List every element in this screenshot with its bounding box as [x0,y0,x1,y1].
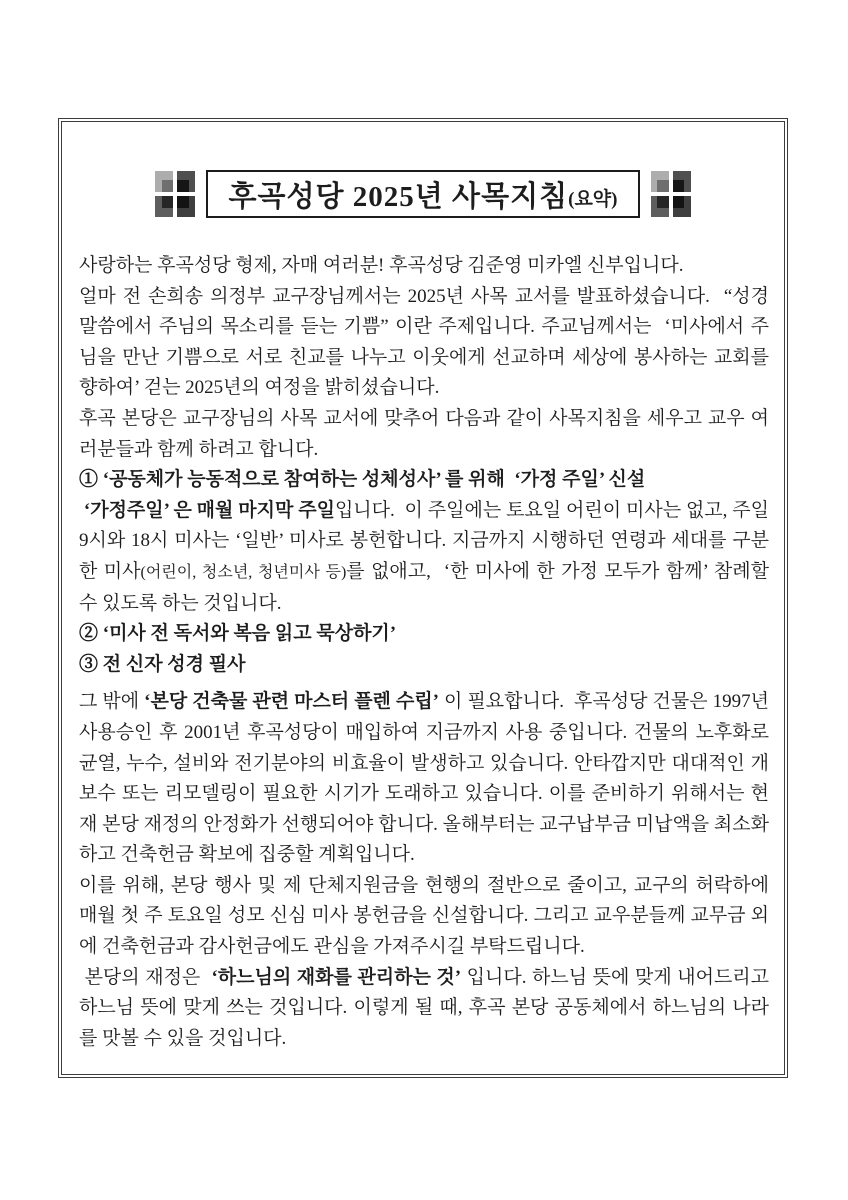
text-segment: 이를 위해, 본당 행사 및 제 단체지원금을 현행의 절반으로 줄이고, 교구의 허락하에 매월 첫 주 토요일 성모 신심 미사 봉헌금을 신설합니다. 그리고 교우분들께 교무금 외에 건축헌금과 감사헌금에도 관심을 가져주시길 부탁드립니다. [79,874,774,958]
document-title-box [206,170,639,218]
text-segment: 얼마 전 손희송 의정부 교구장님께서는 2025년 사목 교서를 발표하셨습니다. “성경 말씀에서 주님의 목소리를 듣는 기쁨” 이란 주제입니다. 주교님께서는 ‘미사에서 주님을 만난 기쁨으로 서로 친교를 나누고 이웃에게 선교하며 세상에 봉사하는 교회를 향하여’ 걷는 2025년의 여정을 밝히셨습니다. [79,285,774,399]
text-segment: ① ‘공동체가 능동적으로 참여하는 성체성사’ 를 위해 ‘가정 주일’ 신설 [79,469,646,491]
icon-square [177,196,195,217]
text-segment: 입니다. 하느님 뜻에 맞게 내어드리고 하느님 뜻에 맞게 쓰는 것입니다. 이렇게 될 때, 후곡 본당 공동체에서 하느님의 나라를 맛볼 수 있을 것입니다. [79,966,774,1049]
icon-square [673,171,691,192]
decorative-squares-icon-right [651,171,691,217]
text-segment: ‘본당 건축물 관련 마스터 플렌 수립’ [144,691,439,713]
paragraph [79,496,774,619]
paragraph [79,282,774,404]
text-segment: (어린이, 청소년, 청년미사 등) [140,563,347,581]
text-segment: 후곡 본당은 교구장님의 사목 교서에 맞추어 다음과 같이 사목지침을 세우고 교우 여러분들과 함께 하려고 합니다. [79,407,769,460]
paragraph [79,871,774,963]
paragraph [79,650,769,681]
document-header [62,170,784,218]
text-segment: ③ 전 신자 성경 필사 [79,653,246,675]
paragraph [79,465,769,496]
text-segment: ‘하느님의 재화를 관리하는 것’ [211,966,462,988]
text-segment: 를 없애고, ‘한 미사에 한 가정 모두가 함께’ 참례할 수 있도록 하는 것입니다. [79,560,774,614]
text-segment: 사랑하는 후곡성당 형제, 자매 여러분! 후곡성당 김준영 미카엘 신부입니다. [79,255,684,276]
icon-square [177,171,195,192]
document-title: 후곡성당 2025년 사목지침 [228,180,569,213]
paragraph [79,619,769,650]
icon-square [651,196,669,217]
text-segment: 그 밖에 [79,691,145,713]
document-title-suffix: (요약) [568,188,618,210]
document-body [79,251,774,1054]
decorative-squares-icon-left [155,171,195,217]
icon-square [673,196,691,217]
document-sheet [58,118,788,1078]
text-segment: ‘가정주일’ 은 매월 마지막 주일 [79,499,335,521]
paragraph [79,963,774,1055]
text-segment: ② ‘미사 전 독서와 복음 읽고 묵상하기’ [79,623,397,645]
text-segment: 이 필요합니다. 후곡성당 건물은 1997년 사용승인 후 2001년 후곡성당이 매입하여 지금까지 사용 중입니다. 건물의 노후화로 균열, 누수, 설비와 전기분야의 비효율이 발생하고 있습니다. 안타깝지만 대대적인 개보수 또는 리모델링이 필요한 시기가 도래하고 있습니다. 이를 준비하기 위해서는 현재 본당 재정의 안정화가 선행되어야 합니다. 올해부터는 교구납부금 미납액을 최소화하고 건축헌금 확보에 집중할 계획입니다. [79,691,774,866]
icon-square [155,196,173,217]
text-segment: 입니다. 이 주일에는 토요일 어린이 미사는 없고, 주일 9시와 18시 미사는 ‘일반’ 미사로 봉헌합니다. 지금까지 시행하던 연령과 세대를 구분한 미사 [79,499,774,582]
text-segment: 본당의 재정은 [79,966,212,988]
paragraph [79,687,774,871]
icon-square [651,171,669,192]
icon-square [155,171,173,192]
paragraph [79,404,769,465]
paragraph [79,251,769,282]
